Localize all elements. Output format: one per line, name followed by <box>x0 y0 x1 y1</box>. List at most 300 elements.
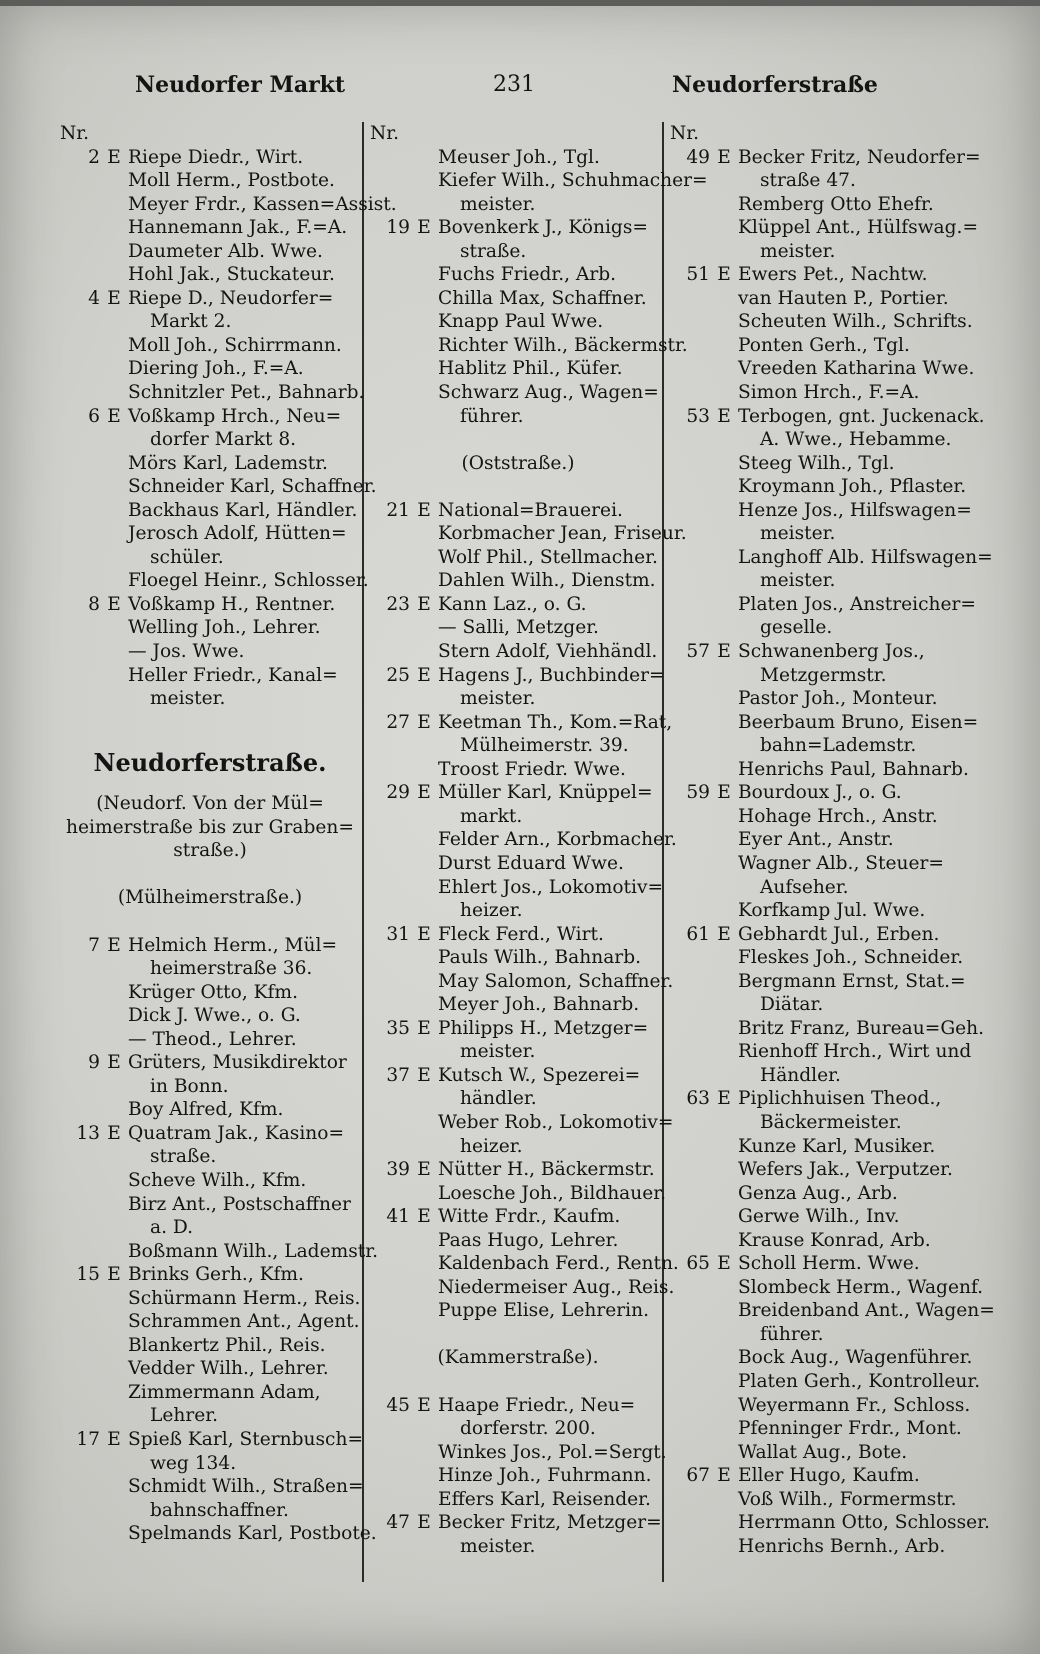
entry-text: Boy Alfred, Kfm. <box>128 1099 284 1121</box>
directory-entry <box>670 1111 976 1135</box>
house-number <box>370 1299 410 1323</box>
owner-marker <box>100 499 128 523</box>
directory-entry <box>60 1193 360 1217</box>
owner-marker <box>710 1205 738 1229</box>
house-number <box>370 169 410 193</box>
directory-entry <box>370 1417 666 1441</box>
house-number <box>670 970 710 994</box>
house-number <box>370 546 410 570</box>
house-number <box>60 1098 100 1122</box>
spacer <box>60 910 360 934</box>
entry-text: Becker Fritz, Metzger= <box>438 1512 662 1534</box>
owner-marker <box>410 1488 438 1512</box>
entry-text: Boßmann Wilh., Lademstr. <box>128 1240 378 1262</box>
directory-entry <box>370 1464 666 1488</box>
directory-entry <box>670 569 976 593</box>
directory-entry <box>370 1299 666 1323</box>
owner-marker <box>100 522 128 546</box>
directory-entry <box>670 1087 976 1111</box>
house-number <box>60 1287 100 1311</box>
entry-text: Bourdoux J., o. G. <box>738 782 902 804</box>
entry-text: Wallat Aug., Bote. <box>738 1441 908 1463</box>
directory-entry <box>60 687 360 711</box>
house-number <box>670 1370 710 1394</box>
directory-entry <box>370 640 666 664</box>
entry-text: A. Wwe., Hebamme. <box>760 429 952 451</box>
directory-entry <box>670 546 993 570</box>
directory-entry <box>370 805 666 829</box>
entry-text: heizer. <box>460 900 523 922</box>
owner-marker <box>100 1193 128 1217</box>
owner-marker <box>710 475 738 499</box>
entry-text: Fleck Ferd., Wirt. <box>438 923 604 945</box>
house-number <box>370 1252 410 1276</box>
directory-entry <box>670 1158 976 1182</box>
owner-marker <box>710 1441 738 1465</box>
house-number <box>670 1040 710 1064</box>
entry-text: Niedermeiser Aug., Reis. <box>438 1276 675 1298</box>
owner-marker <box>100 1404 128 1428</box>
entry-text: meister. <box>460 688 536 710</box>
owner-marker <box>710 687 738 711</box>
entry-text: Krause Konrad, Arb. <box>738 1229 931 1251</box>
directory-entry <box>670 1299 995 1323</box>
entry-text: Schmidt Wilh., Straßen= <box>128 1476 364 1498</box>
owner-marker <box>100 475 128 499</box>
house-number <box>60 310 100 334</box>
house-number <box>370 1417 410 1441</box>
house-number <box>670 569 710 593</box>
entry-text: Pastor Joh., Monteur. <box>738 688 938 710</box>
entry-text: weg 134. <box>150 1452 237 1474</box>
directory-entry <box>670 263 976 287</box>
owner-marker <box>410 1229 438 1253</box>
entry-text: markt. <box>460 805 523 827</box>
entry-text: Bock Aug., Wagenführer. <box>738 1347 973 1369</box>
house-number <box>670 1205 710 1229</box>
entry-text: heizer. <box>460 1135 523 1157</box>
entry-text: Schürmann Herm., Reis. <box>128 1287 361 1309</box>
entries-list <box>670 146 995 1559</box>
directory-entry <box>670 193 976 217</box>
house-number: 2 <box>88 146 100 168</box>
owner-marker <box>100 263 128 287</box>
directory-entry <box>370 381 666 405</box>
house-number <box>370 240 410 264</box>
owner-marker <box>710 876 738 900</box>
house-number: 51 <box>686 264 710 286</box>
entry-text: Kunze Karl, Musiker. <box>738 1135 936 1157</box>
entry-text: bahn=Lademstr. <box>760 735 917 757</box>
house-number <box>370 734 410 758</box>
house-number: 49 <box>686 146 710 168</box>
directory-entry <box>370 546 666 570</box>
entry-text: Breidenband Ant., Wagen= <box>738 1300 995 1322</box>
owner-marker: E <box>717 264 731 286</box>
directory-entry <box>670 616 976 640</box>
owner-marker: E <box>107 1052 121 1074</box>
entry-text: Hohl Jak., Stuckateur. <box>128 264 335 286</box>
directory-entry <box>370 1441 666 1465</box>
entry-text: in Bonn. <box>150 1075 229 1097</box>
owner-marker <box>100 1145 128 1169</box>
entry-text: Daumeter Alb. Wwe. <box>128 240 323 262</box>
house-number: 47 <box>386 1512 410 1534</box>
owner-marker <box>410 1276 438 1300</box>
owner-marker <box>410 876 438 900</box>
entry-text: Hablitz Phil., Küfer. <box>438 358 623 380</box>
directory-entry <box>60 334 360 358</box>
directory-entry <box>670 1205 976 1229</box>
owner-marker: E <box>107 1122 121 1144</box>
owner-marker <box>100 1004 128 1028</box>
entry-text: Gebhardt Jul., Erben. <box>738 923 940 945</box>
house-number <box>670 287 710 311</box>
owner-marker: E <box>417 1159 431 1181</box>
house-number <box>670 499 710 523</box>
owner-marker <box>710 1417 738 1441</box>
directory-entry <box>60 1357 360 1381</box>
house-number <box>60 452 100 476</box>
house-number: 13 <box>76 1122 100 1144</box>
owner-marker <box>100 616 128 640</box>
owner-marker <box>410 852 438 876</box>
house-number <box>60 616 100 640</box>
house-number <box>670 1182 710 1206</box>
owner-marker <box>100 1452 128 1476</box>
owner-marker <box>100 1287 128 1311</box>
directory-entry <box>370 240 666 264</box>
entry-text: Loesche Joh., Bildhauer. <box>438 1182 666 1204</box>
owner-marker <box>710 1323 738 1347</box>
house-number <box>60 1075 100 1099</box>
house-number: 67 <box>686 1465 710 1487</box>
directory-entry <box>670 923 976 947</box>
entry-text: Hohage Hrch., Anstr. <box>738 805 938 827</box>
entry-text: Henrichs Paul, Bahnarb. <box>738 758 969 780</box>
directory-entry <box>670 664 976 688</box>
directory-entry <box>370 758 666 782</box>
owner-marker <box>410 734 438 758</box>
owner-marker <box>710 1111 738 1135</box>
directory-entry <box>60 616 360 640</box>
directory-entry <box>670 758 976 782</box>
directory-entry <box>670 381 976 405</box>
house-number <box>670 1511 710 1535</box>
house-number <box>60 169 100 193</box>
directory-entry <box>60 1404 360 1428</box>
owner-marker <box>410 146 438 170</box>
house-number <box>370 876 410 900</box>
directory-entry <box>60 216 360 240</box>
house-number <box>60 569 100 593</box>
entry-text: Bovenkerk J., Königs= <box>438 217 648 239</box>
owner-marker: E <box>717 641 731 663</box>
house-number <box>60 522 100 546</box>
entry-text: Lehrer. <box>150 1405 218 1427</box>
house-number: 8 <box>88 593 100 615</box>
street-title: Neudorferstraße. <box>93 748 327 778</box>
entry-text: Voßkamp Hrch., Neu= <box>128 405 342 427</box>
house-number <box>60 1404 100 1428</box>
house-number <box>60 1240 100 1264</box>
directory-entry <box>670 1535 976 1559</box>
house-number <box>670 805 710 829</box>
directory-entry <box>670 828 976 852</box>
owner-marker <box>710 993 738 1017</box>
entry-text: Ehlert Jos., Lokomotiv= <box>438 876 664 898</box>
owner-marker <box>410 263 438 287</box>
directory-entry <box>670 781 976 805</box>
entry-text: Bäckermeister. <box>760 1111 902 1133</box>
entry-text: schüler. <box>150 546 224 568</box>
house-number <box>60 1381 100 1405</box>
house-number <box>670 310 710 334</box>
owner-marker <box>710 1182 738 1206</box>
house-number: 27 <box>386 711 410 733</box>
entry-text: Vedder Wilh., Lehrer. <box>128 1358 329 1380</box>
owner-marker <box>710 758 738 782</box>
directory-entry <box>370 405 666 429</box>
house-number <box>670 522 710 546</box>
directory-entry <box>60 1169 360 1193</box>
directory-entry <box>670 240 976 264</box>
entry-text: Winkes Jos., Pol.=Sergt. <box>438 1441 667 1463</box>
owner-marker <box>100 957 128 981</box>
column-label: Nr. <box>370 123 400 144</box>
entry-text: Slombeck Herm., Wagenf. <box>738 1276 984 1298</box>
directory-entry <box>370 1182 666 1206</box>
house-number <box>370 687 410 711</box>
directory-entry <box>60 1499 360 1523</box>
owner-marker <box>710 616 738 640</box>
entry-text: Durst Eduard Wwe. <box>438 852 624 874</box>
house-number <box>60 640 100 664</box>
entry-text: Scholl Herm. Wwe. <box>738 1253 920 1275</box>
entry-text: Grüters, Musikdirektor <box>128 1052 347 1074</box>
entry-text: Schrammen Ant., Agent. <box>128 1311 360 1333</box>
entry-text: Meuser Joh., Tgl. <box>438 146 600 168</box>
house-number: 59 <box>686 782 710 804</box>
entry-text: straße. <box>460 240 527 262</box>
house-number <box>670 1488 710 1512</box>
entry-text: führer. <box>460 405 524 427</box>
directory-entry <box>60 1098 360 1122</box>
entry-text: Moll Herm., Postbote. <box>128 170 335 192</box>
entry-text: Zimmermann Adam, <box>128 1381 321 1403</box>
directory-entry <box>60 664 360 688</box>
house-number <box>670 1135 710 1159</box>
house-number: 37 <box>386 1064 410 1086</box>
directory-entry <box>60 499 360 523</box>
entry-text: Steeg Wilh., Tgl. <box>738 452 895 474</box>
directory-entry <box>370 1017 666 1041</box>
house-number <box>370 828 410 852</box>
header-right: Neudorferstraße <box>672 72 878 98</box>
house-number <box>60 1475 100 1499</box>
entry-text: straße. <box>150 1146 217 1168</box>
directory-entry <box>370 1276 675 1300</box>
house-number <box>670 687 710 711</box>
owner-marker <box>710 899 738 923</box>
directory-entry <box>670 1464 976 1488</box>
owner-marker <box>710 828 738 852</box>
directory-entry <box>60 1452 360 1476</box>
owner-marker <box>410 1087 438 1111</box>
house-number <box>60 981 100 1005</box>
directory-entry <box>370 1535 666 1559</box>
directory-entry <box>60 546 360 570</box>
owner-marker <box>710 1535 738 1559</box>
entry-text: Hannemann Jak., F.=A. <box>128 217 348 239</box>
directory-entry <box>60 1216 360 1240</box>
entry-text: Meyer Joh., Bahnarb. <box>438 994 640 1016</box>
entry-text: Riepe Diedr., Wirt. <box>128 146 304 168</box>
column-label: Nr. <box>670 123 700 144</box>
owner-marker: E <box>417 1206 431 1228</box>
entry-text: Beerbaum Bruno, Eisen= <box>738 711 979 733</box>
house-number: 39 <box>386 1159 410 1181</box>
owner-marker <box>410 1040 438 1064</box>
directory-entry <box>370 169 708 193</box>
directory-entry <box>60 169 360 193</box>
owner-marker <box>710 357 738 381</box>
owner-marker <box>410 993 438 1017</box>
owner-marker <box>410 946 438 970</box>
directory-entry <box>370 899 666 923</box>
entry-text: Scheve Wilh., Kfm. <box>128 1169 307 1191</box>
entry-text: Korfkamp Jul. Wwe. <box>738 900 926 922</box>
entry-text: Kutsch W., Spezerei= <box>438 1064 641 1086</box>
directory-entry <box>370 711 673 735</box>
house-number <box>370 1276 410 1300</box>
directory-entry <box>60 934 360 958</box>
owner-marker <box>710 1488 738 1512</box>
owner-marker <box>710 734 738 758</box>
entry-text: Bergmann Ernst, Stat.= <box>738 970 966 992</box>
house-number <box>60 957 100 981</box>
cross-street: (Kammerstraße). <box>437 1347 599 1369</box>
street-note-line: (Neudorf. Von der Mül= <box>96 793 324 815</box>
owner-marker <box>410 569 438 593</box>
entry-text: Richter Wilh., Bäckermstr. <box>438 334 688 356</box>
directory-entry <box>370 1158 666 1182</box>
owner-marker <box>710 664 738 688</box>
entry-text: Voß Wilh., Formermstr. <box>738 1488 957 1510</box>
entry-text: Markt 2. <box>150 311 232 333</box>
owner-marker: E <box>417 711 431 733</box>
house-number <box>60 1145 100 1169</box>
house-number <box>670 593 710 617</box>
directory-entry <box>370 263 666 287</box>
house-number <box>670 1111 710 1135</box>
entry-text: Becker Fritz, Neudorfer= <box>738 146 981 168</box>
house-number <box>670 334 710 358</box>
house-number <box>670 357 710 381</box>
entry-text: Dahlen Wilh., Dienstm. <box>438 570 656 592</box>
house-number <box>370 970 410 994</box>
owner-marker <box>710 522 738 546</box>
entry-text: Fuchs Friedr., Arb. <box>438 264 617 286</box>
house-number <box>670 758 710 782</box>
entry-text: Stern Adolf, Viehhändl. <box>438 641 658 663</box>
directory-entry <box>670 405 985 429</box>
house-number <box>670 946 710 970</box>
house-number <box>370 946 410 970</box>
entry-text: National=Brauerei. <box>438 499 623 521</box>
entry-text: May Salomon, Schaffner. <box>438 970 674 992</box>
house-number <box>60 428 100 452</box>
owner-marker: E <box>107 146 121 168</box>
street-note-line: straße.) <box>173 840 247 862</box>
entry-text: Diering Joh., F.=A. <box>128 358 304 380</box>
house-number <box>60 1004 100 1028</box>
directory-entry <box>670 499 976 523</box>
house-number <box>670 1158 710 1182</box>
entry-text: Kroymann Joh., Pflaster. <box>738 476 967 498</box>
column-label: Nr. <box>60 123 90 144</box>
directory-entry <box>370 923 666 947</box>
house-number <box>60 475 100 499</box>
directory-entry <box>670 428 976 452</box>
owner-marker <box>710 1017 738 1041</box>
owner-marker <box>410 899 438 923</box>
owner-marker <box>410 240 438 264</box>
directory-entry <box>60 1428 364 1452</box>
directory-entry <box>670 876 976 900</box>
directory-entry <box>370 1135 666 1159</box>
owner-marker <box>410 1135 438 1159</box>
entry-text: Henze Jos., Hilfswagen= <box>738 499 972 521</box>
house-number: 53 <box>686 405 710 427</box>
entry-text: heimerstraße 36. <box>150 958 313 980</box>
owner-marker <box>410 522 438 546</box>
directory-entry <box>670 1017 985 1041</box>
house-number <box>60 1357 100 1381</box>
column-1 <box>60 122 397 1546</box>
owner-marker <box>410 1417 438 1441</box>
cross-street: (Mülheimerstraße.) <box>117 887 303 909</box>
entry-text: Meyer Frdr., Kassen=Assist. <box>128 193 397 215</box>
house-number <box>370 263 410 287</box>
directory-entry <box>60 957 360 981</box>
house-number <box>60 1169 100 1193</box>
entry-text: straße 47. <box>760 170 856 192</box>
entry-text: Platen Gerh., Kontrolleur. <box>738 1370 981 1392</box>
entry-text: Puppe Elise, Lehrerin. <box>438 1300 649 1322</box>
house-number <box>60 1522 100 1546</box>
directory-entry <box>370 876 666 900</box>
owner-marker <box>410 1111 438 1135</box>
house-number <box>60 1310 100 1334</box>
directory-entry <box>670 452 976 476</box>
directory-entry <box>60 1075 360 1099</box>
directory-entry <box>60 193 397 217</box>
owner-marker <box>710 1299 738 1323</box>
entry-text: Backhaus Karl, Händler. <box>128 499 358 521</box>
house-number <box>370 146 410 170</box>
owner-marker <box>410 169 438 193</box>
entry-text: bahnschaffner. <box>150 1499 289 1521</box>
directory-entry <box>60 522 360 546</box>
house-number <box>60 193 100 217</box>
entry-text: van Hauten P., Portier. <box>738 287 949 309</box>
owner-marker <box>100 1028 128 1052</box>
directory-entry <box>60 1334 360 1358</box>
house-number <box>670 1394 710 1418</box>
house-number: 4 <box>88 287 100 309</box>
directory-entry <box>370 781 666 805</box>
